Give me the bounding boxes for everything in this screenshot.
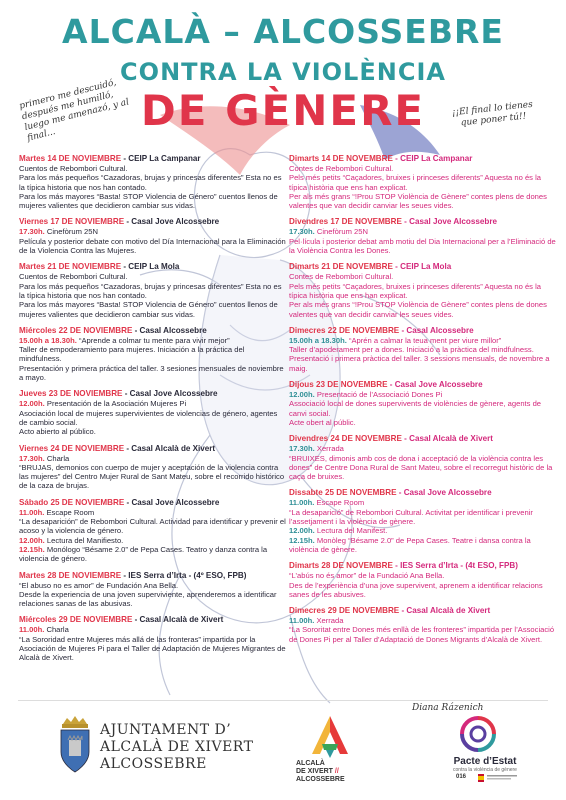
event-line [289, 444, 557, 453]
event-date: Dimarts 21 DE NOVEMBRE [289, 262, 393, 272]
events-column-spanish [19, 154, 287, 670]
event-place: - Casal Jove Alcossebre [396, 488, 492, 498]
event-date: Miércoles 29 DE NOVIEMBRE [19, 615, 133, 625]
event-place: - CEIP La Mola [121, 262, 180, 272]
event-line [19, 192, 287, 211]
event-date: Miércoles 22 DE NOVIEMBRE [19, 325, 133, 335]
event-time: 17.30h. [19, 453, 45, 463]
events-column-valencian [289, 154, 557, 651]
event-time: 12.00h. [19, 399, 45, 409]
event-text: “Aprende a colmar tu mente para vivir mejor” [76, 335, 230, 345]
event-line [19, 336, 287, 345]
event-text: Xerrada [314, 616, 344, 626]
event-es-2 [19, 262, 287, 318]
event-line [19, 590, 287, 609]
event-date: Dimarts 14 DE NOVEMBRE [289, 154, 393, 163]
pacte-title-part-2: d’Estat [483, 756, 517, 767]
event-text: Presentación de la Asociación Mujeres Pi [44, 399, 187, 409]
mid-logo-line-1: ALCALÀ [296, 760, 325, 767]
event-time: 12.00h. [19, 535, 45, 545]
footer-divider [18, 700, 548, 701]
event-text: Cinefòrum 25N [44, 227, 98, 237]
event-text: Monòleg “Bésame 2.0” de Pepa Cases. Teatre i dansa contra la violència de gènere. [289, 535, 531, 554]
event-text: Para los más pequeños “Cazadoras, brujas y princesas diferentes” Esta no es la típica historia que nos han contado. [19, 173, 282, 192]
event-es-1 [19, 217, 287, 255]
event-text: Monólogo “Bésame 2.0” de Pepa Cases. Teatro y danza contra la violencia de género. [19, 544, 268, 564]
council-line-1: AJUNTAMENT D’ [100, 722, 232, 738]
event-line [19, 364, 287, 383]
pacte-estat-logo-icon [458, 714, 498, 754]
event-text: Presentació de l’Associació Dones Pi [314, 390, 443, 400]
event-text: Taller d’apoderament per a dones. Iniciació a la pràctica del mindfulness. [289, 345, 534, 355]
event-time: 17.30h. [19, 227, 45, 237]
event-text: Xerrada [314, 444, 344, 454]
event-text: Charla [44, 625, 69, 635]
event-heading [19, 498, 287, 508]
event-line [19, 409, 287, 428]
event-text: “El abuso no es amor” de Fundación Ana Bella. [19, 580, 179, 590]
event-line [289, 272, 557, 281]
event-date: Dimecres 29 DE NOVEMBRE [289, 606, 400, 616]
event-heading [289, 488, 557, 498]
title-line-1: ALCALÀ – ALCOSSEBRE [62, 12, 504, 51]
event-place: - Casal Jove Alcossebre [124, 217, 220, 227]
event-text: Lectura del Manifiesto. [44, 535, 124, 545]
event-heading [19, 389, 287, 399]
event-time: 15.00h a 18.30h. [289, 335, 347, 345]
title-line-3: DE GÈNERE [140, 86, 426, 135]
event-line [289, 625, 557, 644]
event-va-0 [289, 154, 557, 210]
event-place: - Casal Alcalà de Xivert [124, 443, 216, 453]
event-place: - CEIP La Mola [392, 262, 452, 272]
event-line [289, 336, 557, 345]
event-line [19, 454, 287, 463]
event-place: - Casal Jove Alcossebre [387, 380, 483, 390]
event-heading [289, 217, 557, 227]
event-heading [289, 434, 557, 444]
event-es-5 [19, 444, 287, 491]
event-date: Divendres 24 DE NOVEMBRE [289, 434, 402, 444]
event-place: - Casal Alcalà de Xivert [401, 434, 493, 444]
event-line [289, 173, 557, 192]
event-heading [289, 380, 557, 390]
event-line [19, 300, 287, 319]
event-text: “Aprén a calmar la teua ment per viure millor” [346, 335, 502, 345]
event-text: Presentación y primera práctica del taller. 3 sesiones mensuales de noviembre a mayo. [19, 363, 284, 383]
event-heading [289, 326, 557, 336]
event-text: Para los más mayores “Basta! STOP Violencia de Género” cuentos llenos de mujeres valientes que decidieron cambiar sus vidas. [19, 191, 278, 211]
event-line [289, 300, 557, 319]
event-text: Escape Room [44, 507, 95, 517]
event-text: Taller de empoderamiento para mujeres. Iniciación a la práctica del mindfulness. [19, 345, 245, 364]
event-date: Divendres 17 DE NOVEMBRE [289, 217, 402, 227]
title-line-2: CONTRA LA VIOLÈNCIA [120, 58, 446, 86]
event-date: Martes 14 DE NOVIEMBRE [19, 154, 122, 163]
event-text: Per als més grans “!Prou STOP Violència de Gènere” contes plens de dones valentes que van decidir canviar les seues vides. [289, 191, 547, 211]
event-line [289, 418, 557, 427]
event-text: Lectura del Manifest. [314, 526, 388, 536]
event-text: Presentació i primera pràctica del taller. 3 sessions mensuals, de novembre a maig. [289, 354, 550, 373]
pacte-estat-title [440, 756, 530, 767]
event-va-3 [289, 326, 557, 373]
event-text: Cuentos de Rebombori Cultural. [19, 164, 128, 173]
event-va-1 [289, 217, 557, 255]
event-date: Jueves 23 DE NOVIEMBRE [19, 389, 123, 399]
event-text: Desde la experiencia de una joven superviviente, aprenderemos a identificar relaciones sanas de las abusivas. [19, 589, 277, 609]
event-place: - Casal Alcossebre [132, 325, 207, 335]
event-heading [289, 606, 557, 616]
event-line [19, 399, 287, 408]
event-heading [19, 217, 287, 227]
event-place: - Casal Jove Alcossebre [401, 217, 497, 227]
event-time: 11.00h. [19, 507, 45, 517]
event-line [19, 517, 287, 536]
mid-logo-separator: // [332, 768, 339, 775]
event-text: Acte obert al públic. [289, 417, 356, 427]
event-line [289, 526, 557, 535]
event-text: Para los más pequeños “Cazadoras, brujas y princesas diferentes” Esta no es la típica historia que nos han contado. [19, 281, 282, 300]
event-place: - CEIP La Campanar [392, 154, 473, 163]
event-line [19, 581, 287, 590]
pacte-estat-subtitle: contra la violència de gènere [453, 767, 517, 773]
event-line [19, 164, 287, 173]
alcala-tourism-logo-text [296, 760, 376, 784]
event-line [19, 345, 287, 364]
event-line [289, 508, 557, 527]
event-line [289, 390, 557, 399]
mid-logo-line-2 [296, 768, 376, 776]
event-es-8 [19, 615, 287, 662]
event-date: Dimecres 22 DE NOVEMBRE [289, 325, 400, 335]
event-line [289, 164, 557, 173]
council-line-2: ALCALÀ DE XIVERT [100, 739, 254, 755]
event-line [289, 454, 557, 482]
event-text: Asociación local de mujeres supervivientes de violencias de género, agentes de cambio social. [19, 408, 278, 427]
event-line [19, 508, 287, 517]
event-text: Escape Room [314, 498, 365, 508]
event-text: Cuentos de Rebombori Cultural. [19, 272, 128, 282]
event-va-4 [289, 380, 557, 427]
event-heading [19, 615, 287, 625]
event-line [19, 536, 287, 545]
event-heading [289, 154, 557, 164]
event-heading [19, 571, 287, 581]
event-place: - Casal Alcalà de Xivert [132, 615, 224, 625]
government-flag-icon [478, 774, 518, 782]
event-va-8 [289, 606, 557, 644]
mid-logo-line-3: ALCOSSEBRE [296, 776, 345, 783]
event-line [19, 237, 287, 256]
event-text: Película y posterior debate con motivo del Día Internacional para la Eliminación de la Violencia Contra las Mujeres. [19, 236, 286, 256]
event-time: 12.00h. [289, 390, 315, 400]
event-text: “L’abús no és amor” de la Fundació Ana Bella. [289, 571, 445, 581]
event-text: Contes de Rebombori Cultural. [289, 164, 394, 173]
artist-signature: Diana Rázenich [412, 703, 484, 713]
event-line [289, 581, 557, 600]
event-time: 11.00h. [19, 625, 45, 635]
event-line [289, 571, 557, 580]
council-line-3: ALCOSSEBRE [100, 756, 207, 772]
handwritten-note-right: ¡¡El final lo tienes que poner tú!! [451, 99, 534, 129]
event-time: 11.00h. [289, 498, 315, 508]
event-date: Dijous 23 DE NOVEMBRE [289, 380, 388, 390]
event-text: “La desaparició” de Rebombori Cultural. Activitat per identificar i prevenir l’assetjament i la violència de gènere. [289, 507, 533, 527]
event-heading [19, 444, 287, 454]
event-line [19, 173, 287, 192]
event-line [289, 192, 557, 211]
event-heading [289, 561, 557, 571]
event-line [19, 272, 287, 281]
pacte-title-part-1: Pacte [453, 756, 481, 767]
event-line [289, 498, 557, 507]
event-date: Dimarts 28 DE NOVEMBRE [289, 561, 393, 571]
council-name [100, 722, 253, 773]
event-line [289, 536, 557, 555]
event-text: Des de l’experiència d’una jove supervivent, aprenem a identificar relacions sanes de les abusives. [289, 580, 543, 599]
event-place: - Casal Jove Alcossebre [122, 389, 218, 399]
event-es-7 [19, 571, 287, 609]
event-place: - Casal Alcalà de Xivert [399, 606, 491, 616]
event-text: Cinefòrum 25N [314, 227, 368, 237]
handwritten-note-left: primero me descuidó, después me humilló, luego me amenazó, y al final... [18, 77, 131, 144]
event-line [19, 625, 287, 634]
event-text: Associació local de dones supervivents de violències de gènere, agents de canvi social. [289, 399, 542, 418]
event-heading [19, 326, 287, 336]
event-date: Martes 28 DE NOVIEMBRE [19, 570, 122, 580]
event-text: Pels més petits “Caçadores, bruixes i princeses diferents” Aquesta no és la típica història que ens han explicat. [289, 173, 541, 192]
event-text: “BRUIXES, dimonis amb cos de dona i acceptació de la violència contra les dones” de Centre Dona Rural de Sant Mateu, sobre el recorregut històric de la caça de bruixes. [289, 453, 553, 482]
event-line [19, 282, 287, 301]
event-text: Pel·lícula i posterior debat amb motiu del Dia Internacional per a l’Eliminació de la Violència Contra les Dones. [289, 236, 556, 256]
event-text: “La Sororitat entre Dones més enllà de les fronteres” impartida per l’Associació de Dones Pi per al Taller d’Adaptació de Dones Migrants d’Alcalà de Xivert. [289, 625, 555, 644]
council-crest-icon [57, 716, 93, 774]
event-place: - IES Serra d’Irta - (4t ESO, FPB) [392, 561, 518, 571]
event-time: 12.15h. [19, 544, 45, 554]
event-es-4 [19, 389, 287, 436]
event-place: - Casal Alcossebre [399, 325, 474, 335]
event-date: Viernes 17 DE NOVIEMBRE [19, 217, 125, 227]
event-text: Contes de Rebombori Cultural. [289, 272, 394, 282]
event-line [289, 399, 557, 418]
event-line [289, 227, 557, 236]
event-line [289, 282, 557, 301]
event-time: 12.00h. [289, 526, 315, 536]
event-heading [289, 262, 557, 272]
event-va-7 [289, 561, 557, 599]
event-text: Charla [44, 453, 70, 463]
event-va-6 [289, 488, 557, 554]
event-text: Pels més petits “Caçadores, bruixes i princeses diferents” Aquesta no és la típica història que ens han explicat. [289, 281, 541, 300]
event-date: Viernes 24 DE NOVIEMBRE [19, 443, 125, 453]
event-es-3 [19, 326, 287, 382]
event-line [289, 616, 557, 625]
event-text: “BRUJAS, demonios con cuerpo de mujer y aceptación de la violencia contra las mujeres” del Centro Mujer Rural de Sant Mateu, sobre el recorrido histórico de la caza de brujas. [19, 462, 285, 491]
event-heading [19, 262, 287, 272]
event-place: - IES Serra d’Irta - (4º ESO, FPB) [121, 570, 247, 580]
event-va-5 [289, 434, 557, 481]
event-line [19, 545, 287, 564]
event-date: Martes 21 DE NOVIEMBRE [19, 262, 122, 272]
event-text: “La desaparición” de Rebombori Cultural. Actividad para identificar y prevenir el acoso y la violencia de género. [19, 517, 286, 536]
event-time: 11.00h. [289, 616, 315, 626]
event-time: 12.15h. [289, 535, 315, 545]
event-time: 15.00h a 18.30h. [19, 335, 77, 345]
event-text: Per als més grans “!Prou STOP Violència de Gènere” contes plens de dones valentes que van decidir canviar les seues vides. [289, 300, 547, 319]
event-line [289, 354, 557, 373]
event-line [19, 463, 287, 491]
event-time: 17.30h. [289, 227, 315, 237]
event-line [289, 237, 557, 256]
event-va-2 [289, 262, 557, 318]
event-heading [19, 154, 287, 164]
event-text: “La Sororidad entre Mujeres más allá de las fronteras” impartida por la Asociación de Mujeres Pi para el Taller de Adaptación de Mujeres Migrantes de Alcalà de Xivert. [19, 634, 286, 663]
event-time: 17.30h. [289, 444, 315, 454]
event-es-6 [19, 498, 287, 564]
helpline-code: 016 [456, 774, 467, 780]
event-text: Para los más mayores “Basta! STOP Violencia de Género” cuentos llenos de mujeres valientes que decidieron cambiar sus vidas. [19, 300, 278, 319]
event-line [19, 635, 287, 663]
alcala-tourism-logo-icon [308, 714, 352, 758]
mid-logo-line-2-text: DE XIVERT [296, 768, 333, 775]
event-es-0 [19, 154, 287, 210]
event-date: Dissabte 25 DE NOVEMBRE [289, 488, 397, 498]
event-text: Acto abierto al público. [19, 427, 96, 437]
event-date: Sábado 25 DE NOVIEMBRE [19, 497, 125, 507]
event-line [289, 345, 557, 354]
event-line [19, 427, 287, 436]
event-place: - Casal Jove Alcossebre [124, 497, 220, 507]
event-line [19, 227, 287, 236]
event-place: - CEIP La Campanar [121, 154, 201, 163]
